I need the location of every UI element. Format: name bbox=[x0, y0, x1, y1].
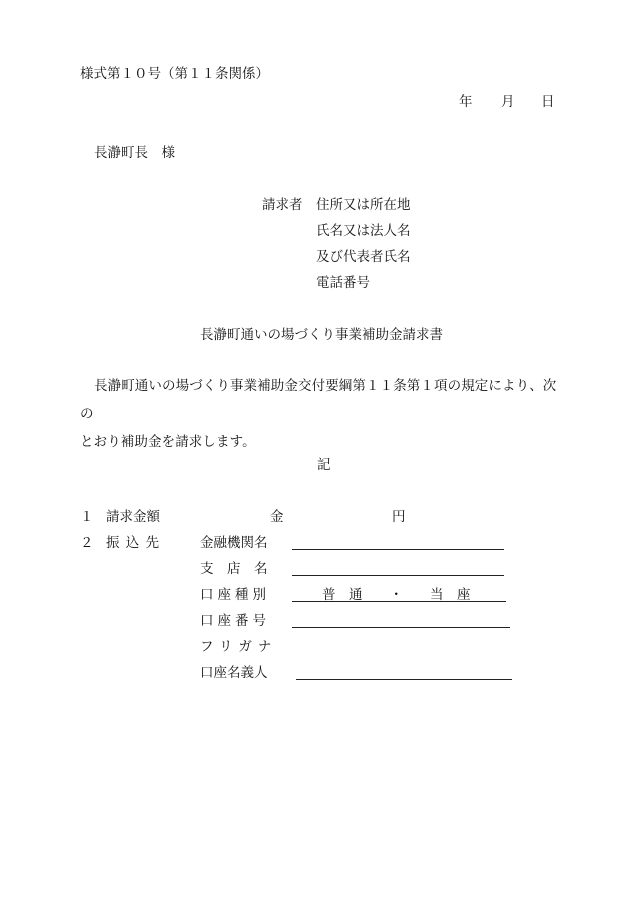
form-number: 様式第１０号（第１１条関係） bbox=[80, 66, 269, 82]
account-type-value[interactable]: 普 通 ・ 当 座 bbox=[322, 587, 471, 603]
account-type-label: 口座種別 bbox=[200, 587, 270, 603]
item1-number: １ bbox=[80, 509, 94, 525]
addressee: 長瀞町長 様 bbox=[94, 145, 175, 161]
account-holder-label: 口座名義人 bbox=[200, 665, 268, 681]
date-year-label: 年 bbox=[459, 94, 473, 110]
account-number-label: 口座番号 bbox=[200, 613, 270, 629]
requester-label: 請求者 bbox=[262, 197, 303, 213]
account-holder-line[interactable] bbox=[296, 679, 512, 680]
bank-name-label: 金融機関名 bbox=[200, 535, 268, 551]
body-paragraph bbox=[80, 372, 560, 456]
furigana-label: フリガナ bbox=[200, 639, 278, 655]
date-month-label: 月 bbox=[501, 94, 515, 110]
account-type-line bbox=[292, 601, 506, 602]
bank-name-line[interactable] bbox=[292, 549, 504, 550]
document-title: 長瀞町通いの場づくり事業補助金請求書 bbox=[200, 327, 443, 343]
branch-line[interactable] bbox=[292, 575, 504, 576]
requester-representative-label: 及び代表者氏名 bbox=[316, 249, 411, 265]
branch-label: 支 店 名 bbox=[200, 561, 268, 577]
requester-address-label: 住所又は所在地 bbox=[316, 197, 411, 213]
item1-label: 請求金額 bbox=[106, 509, 160, 525]
item2-number: ２ bbox=[80, 535, 94, 551]
account-number-line[interactable] bbox=[292, 627, 510, 628]
date-day-label: 日 bbox=[541, 94, 555, 110]
body-line-1: 長瀞町通いの場づくり事業補助金交付要綱第１１条第１項の規定により、次の bbox=[80, 378, 557, 422]
item2-label: 振 込 先 bbox=[106, 535, 161, 551]
body-line-2: とおり補助金を請求します。 bbox=[80, 434, 256, 450]
item1-kin: 金 bbox=[270, 509, 284, 525]
ki-heading: 記 bbox=[317, 457, 331, 473]
item1-yen: 円 bbox=[392, 509, 406, 525]
requester-phone-label: 電話番号 bbox=[316, 275, 370, 291]
requester-name-label: 氏名又は法人名 bbox=[316, 223, 411, 239]
